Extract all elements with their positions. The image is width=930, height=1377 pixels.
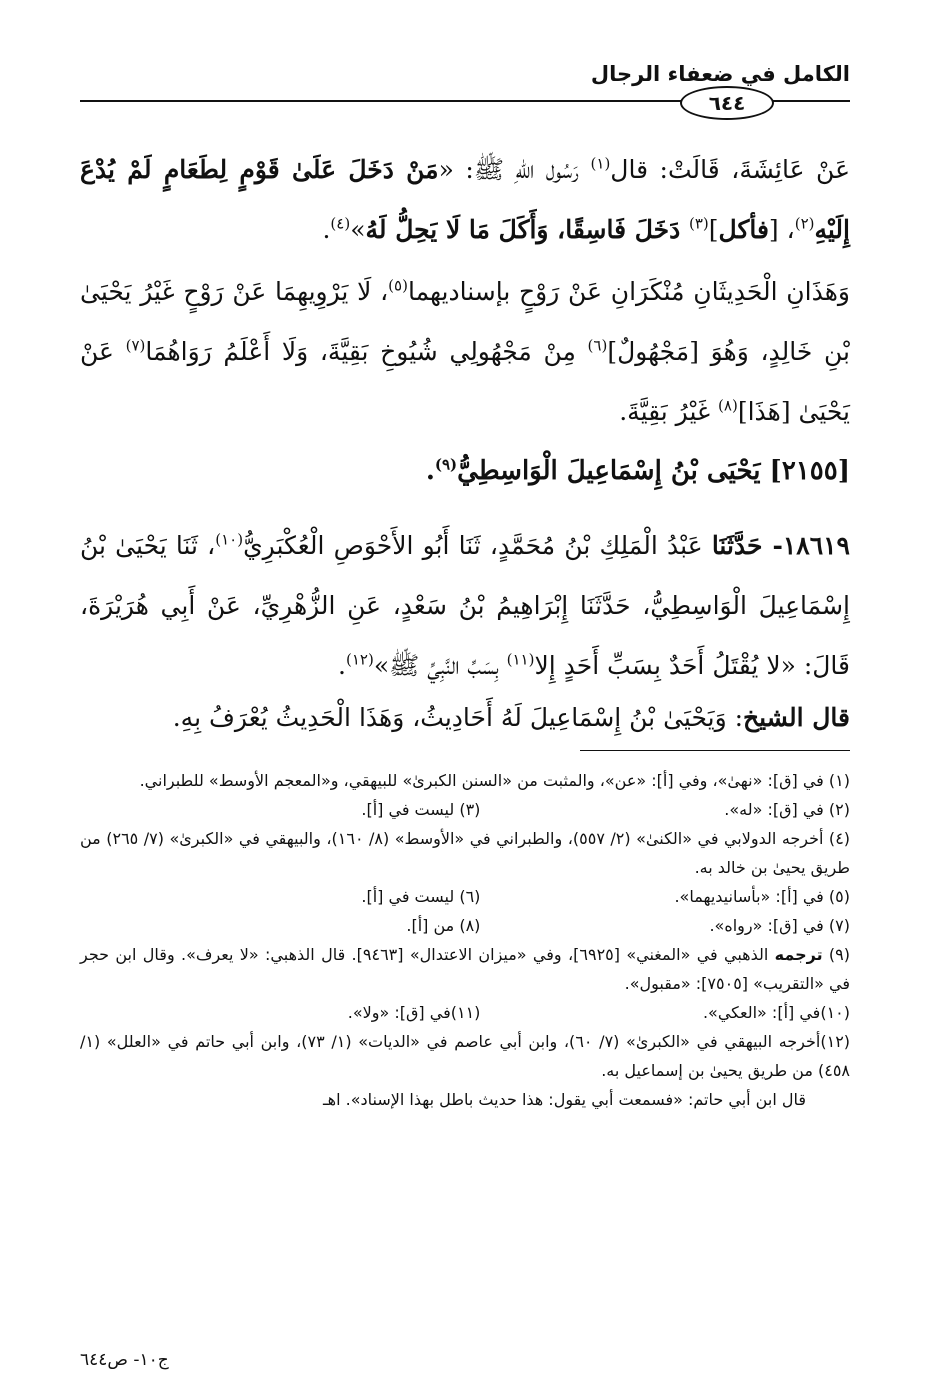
footnote-ref: (٨) <box>718 396 738 415</box>
footnote-ref: (٥) <box>388 276 408 295</box>
text: وَهَذَانِ الْحَدِيثَانِ مُنْكَرَانِ عَنْ رَوْحٍ بإسناديهما <box>407 277 850 306</box>
footnote-2: (٢) في [ق]: «له». <box>724 800 850 819</box>
footnote-ref: (٧) <box>125 336 146 355</box>
text: . <box>338 651 346 680</box>
footnote-4: (٤) أخرجه الدولابي في «الكنىٰ» (٢/ ٥٥٧)، والطبراني في «الأوسط» (٨/ ١٦٠)، والبيهقي في «الكبرىٰ» (٧/ ٢٦٥) من طريق يحيىٰ بن خالد به. <box>80 829 851 877</box>
text: ، [ <box>768 215 795 244</box>
footnote-12: (١٢)أخرجه البيهقي في «الكبرىٰ» (٧/ ٦٠)، وابن أبي عاصم في «الديات» (١/ ٧٣)، وابن أبي حاتم في «العلل» (١/ ٤٥٨) من طريق يحيىٰ بن إسماعيل به. <box>80 1032 851 1080</box>
text: مِنْ مَجْهُولِي شُيُوخِ بَقِيَّةَ، وَلَا أَعْلَمُ رَوَاهُمَا <box>145 337 588 366</box>
text: بِسَبِّ النَّبِيِّ ﷺ» <box>373 651 507 680</box>
footnote-ref: (٣) <box>688 214 709 233</box>
narration-keyword: حَدَّثَنَا <box>711 531 763 560</box>
footnote-ref: (٩) <box>434 455 458 474</box>
hadith-number: ١٨٦١٩- <box>762 531 850 560</box>
footnote-ref: (٢) <box>794 214 815 233</box>
sheikh-label: قال الشيخ <box>743 703 850 732</box>
footnotes <box>80 766 850 1114</box>
text: ] <box>708 215 719 244</box>
footnote-ref: (٦) <box>587 336 608 355</box>
footnote-ref: (١١) <box>506 650 535 669</box>
text: عَبْدُ الْمَلِكِ بْنُ مُحَمَّدٍ، ثَنَا أَبُو الأَحْوَصِ الْعُكْبَرِيُّ <box>243 531 712 560</box>
footnote-ref: (١٠) <box>215 530 244 549</box>
text: [٢١٥٥] يَحْيَى بْنُ إِسْمَاعِيلَ الْوَاسِطِيُّ <box>457 456 850 486</box>
footnote-ref: (١٢) <box>345 650 374 669</box>
footnote-8: (٨) من [أ]. <box>406 916 481 935</box>
text: رَسُول اللهِ ﷺ: « <box>438 155 591 184</box>
running-header-title: الكامل في ضعفاء الرجال <box>590 62 850 86</box>
footnote-7: (٧) في [ق]: «رواه». <box>709 916 850 935</box>
text: : وَيَحْيَىٰ بْنُ إِسْمَاعِيلَ لَهُ أَحَادِيثُ، وَهَذَا الْحَدِيثُ يُعْرَفُ بِهِ. <box>172 703 744 732</box>
hadith-paragraph-2 <box>80 516 850 696</box>
text: ، ثَنَا يَحْيَىٰ بْنُ إِسْمَاعِيلَ الْوَاسِطِيُّ، حَدَّثَنَا إِبْرَاهِيمُ بْنُ سَعْدٍ، عَنِ الزُّهْرِيِّ، عَنْ أَبِي هُرَيْرَةَ، قَالَ: «لا يُقْتَلُ أَحَدٌ بِسَبِّ أَحَدٍ إِلا <box>80 531 850 680</box>
footnote-separator <box>580 750 850 751</box>
commentary-paragraph <box>80 262 850 442</box>
hadith-text: دَخَلَ فَاسِقًا، وَأَكَلَ مَا لَا يَحِلُّ لَهُ <box>365 215 689 244</box>
footnote-5: (٥) في [أ]: «بأسانيديهما». <box>674 887 850 906</box>
footnote-12-continuation: قال ابن أبي حاتم: «فسمعت أبي يقول: هذا حديث باطل بهذا الإسناد». اهـ <box>322 1090 806 1109</box>
text: عَنْ عَائِشَةَ، قَالَتْ: قال <box>610 155 850 184</box>
footnote-3: (٣) ليست في [أ]. <box>361 800 481 819</box>
sheikh-statement <box>80 688 850 748</box>
footnote-9 <box>80 940 850 998</box>
footnote-ref: (١) <box>590 154 611 173</box>
hadith-text: فأكل <box>718 215 769 244</box>
hadith-text: مَنْ دَخَلَ عَلَىٰ قَوْمٍ لِطَعَامٍ لَمْ يُدْعَ إِلَيْهِ <box>80 155 850 244</box>
hadith-paragraph-1 <box>80 140 850 260</box>
footnote-10: (١٠)في [أ]: «العكي». <box>702 1003 850 1022</box>
text: الذهبي في «المغني» [٦٩٢٥]، وفي «ميزان الاعتدال» [٩٤٦٣]. قال الذهبي: «لا يعرف». وقال ابن حجر في «التقريب» [٧٥٠٥]: «مقبول». <box>80 945 850 993</box>
footnote-6: (٦) ليست في [أ]. <box>361 887 481 906</box>
text: . <box>425 456 435 486</box>
footnote-1: (١) في [ق]: «نهىٰ»، وفي [أ]: «عن»، والمثبت من «السنن الكبرىٰ» للبيهقي، و«المعجم الأوسط» للطبراني. <box>139 771 850 790</box>
entry-heading <box>426 456 850 486</box>
text: ترجمه <box>774 945 823 964</box>
text: ، لَا يَرْوِيهِمَا عَنْ رَوْحٍ غَيْرُ يَحْيَىٰ بْنِ خَالِدٍ، وَهُوَ [مَجْهُولٌ] <box>80 277 850 366</box>
footnote-11: (١١)في [ق]: «ولا». <box>347 1003 481 1022</box>
footnote-ref: (٤) <box>330 214 351 233</box>
text: غَيْرُ بَقِيَّةَ. <box>619 397 719 426</box>
text: . <box>322 215 331 244</box>
page-number: ٦٤٤ <box>680 86 774 120</box>
volume-page-reference: ج١٠- ص٦٤٤ <box>80 1350 169 1370</box>
text: » <box>350 215 366 244</box>
text: عَنْ يَحْيَىٰ [هَذَا] <box>80 337 850 426</box>
text: (٩) <box>822 945 850 964</box>
